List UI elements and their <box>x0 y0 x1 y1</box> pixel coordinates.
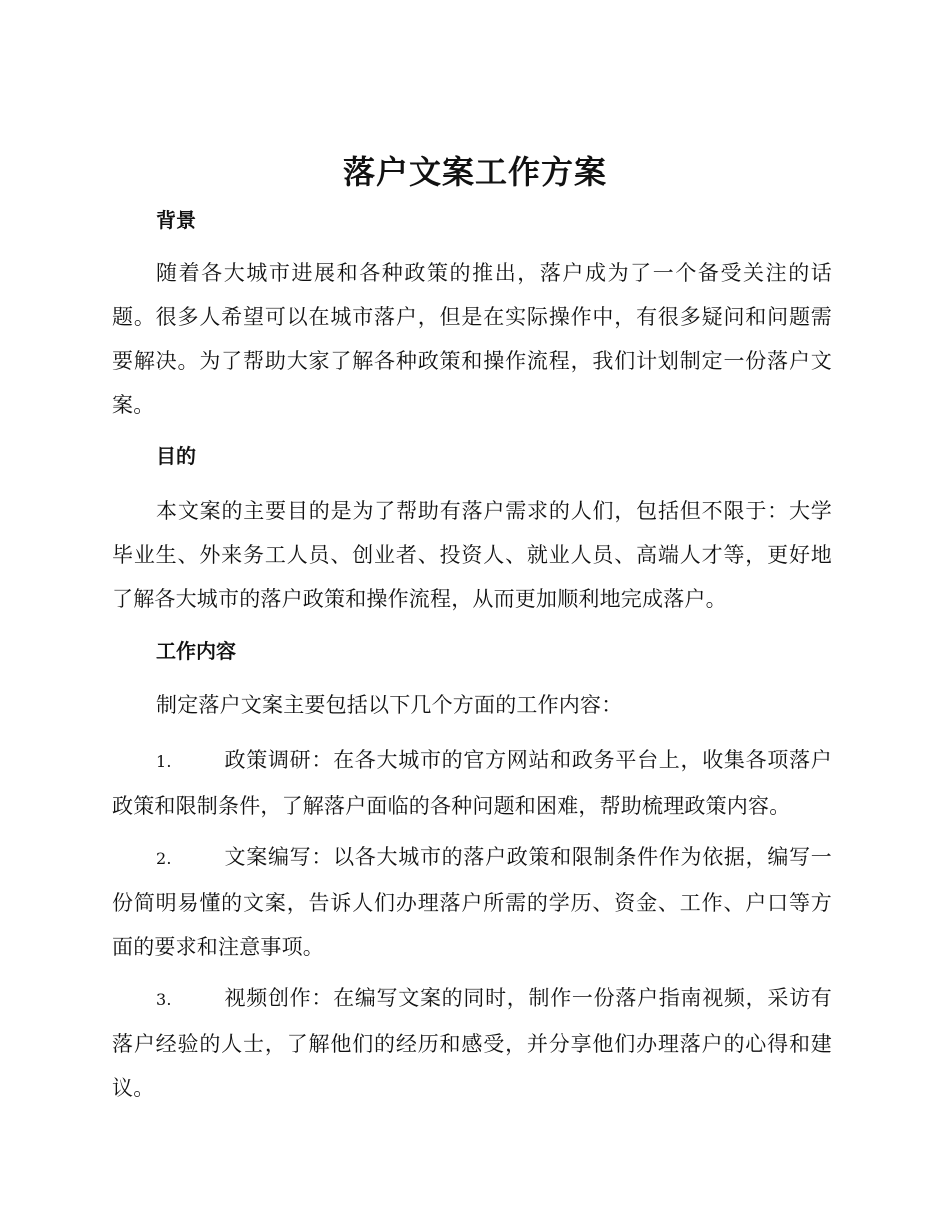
list-item-number: 2. <box>156 849 172 868</box>
list-item-number: 3. <box>156 990 172 1009</box>
list-item-number: 1. <box>156 752 172 771</box>
paragraph-work-intro: 制定落户文案主要包括以下几个方面的工作内容： <box>156 693 623 717</box>
list-item-text: 视频创作：在编写文案的同时，制作一份落户指南视频，采访有落户经验的人士，了解他们的经历和感受，并分享他们办理落户的心得和建议。 <box>112 986 832 1100</box>
list-item-text: 文案编写：以各大城市的落户政策和限制条件作为依据，编写一份简明易懂的文案，告诉人们办理落户所需的学历、资金、工作、户口等方面的要求和注意事项。 <box>112 845 832 959</box>
paragraph-purpose: 本文案的主要目的是为了帮助有落户需求的人们，包括但不限于：大学毕业生、外来务工人员、创业者、投资人、就业人员、高端人才等，更好地了解各大城市的落户政策和操作流程，从而更加顺利地完成落户。 <box>112 499 832 611</box>
list-item <box>112 976 832 1110</box>
list-item <box>112 835 832 969</box>
document-title: 落户文案工作方案 <box>342 153 607 191</box>
section-heading-purpose: 目的 <box>156 444 196 468</box>
paragraph-background: 随着各大城市进展和各种政策的推出，落户成为了一个备受关注的话题。很多人希望可以在城市落户，但是在实际操作中，有很多疑问和问题需要解决。为了帮助大家了解各种政策和操作流程，我们计划制定一份落户文案。 <box>112 261 832 417</box>
section-heading-work: 工作内容 <box>156 639 236 663</box>
list-item-text: 政策调研：在各大城市的官方网站和政务平台上，收集各项落户政策和限制条件，了解落户面临的各种问题和困难，帮助梳理政策内容。 <box>112 748 832 818</box>
list-item <box>112 738 832 828</box>
section-heading-background: 背景 <box>156 208 196 232</box>
